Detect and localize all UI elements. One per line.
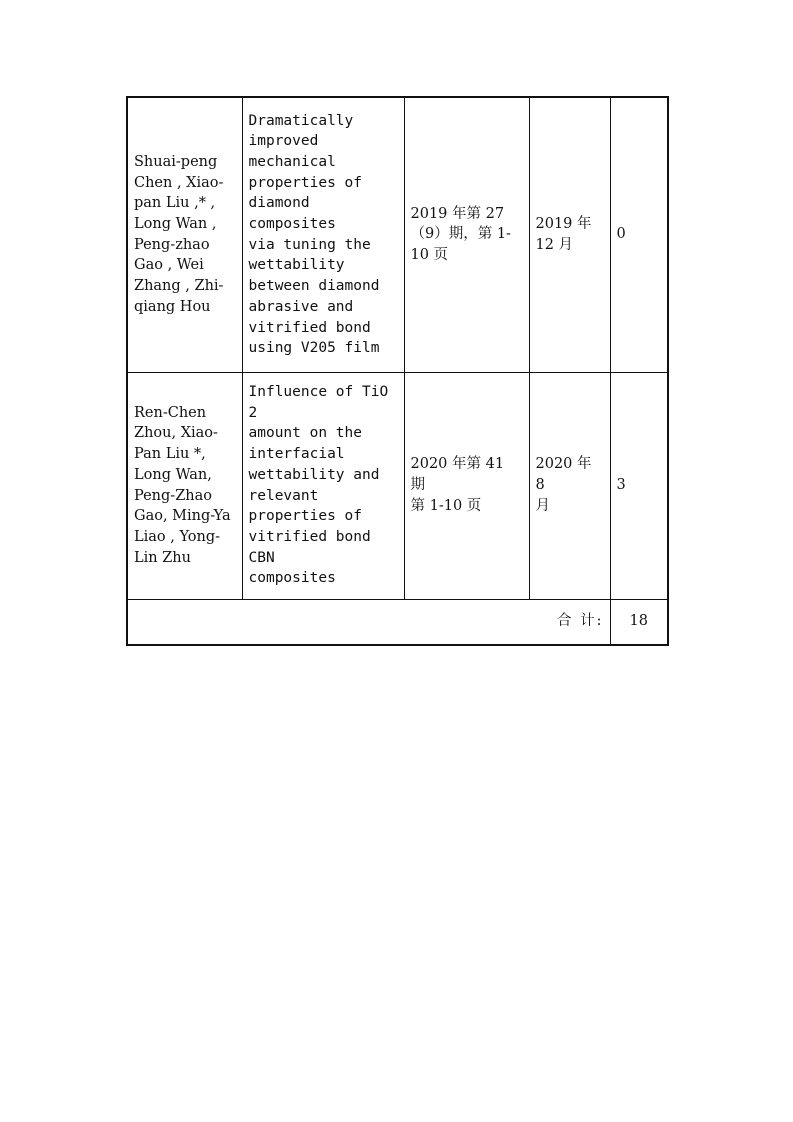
total-row (127, 599, 668, 645)
title-cell: Dramatically improved mechanical properties of diamond composites via tuning the wettability between diamond abrasive and vitrified bond using V205 film (242, 97, 404, 372)
citations-cell: 0 (610, 97, 668, 372)
issue-cell: 2019 年第 27 （9）期，第 1- 10 页 (404, 97, 529, 372)
total-label: 合 计: (127, 599, 610, 645)
publication-table (126, 96, 669, 646)
authors-cell: Shuai-peng Chen , Xiao- pan Liu ,* , Long Wan , Peng-zhao Gao , Wei Zhang , Zhi- qiang Hou (127, 97, 242, 372)
date-cell: 2020 年 8 月 (529, 372, 610, 599)
date-cell: 2019 年 12 月 (529, 97, 610, 372)
citations-cell: 3 (610, 372, 668, 599)
authors-cell: Ren-Chen Zhou, Xiao- Pan Liu *, Long Wan, Peng-Zhao Gao, Ming-Ya Liao , Yong- Lin Zhu (127, 372, 242, 599)
total-value: 18 (610, 599, 668, 645)
issue-cell: 2020 年第 41 期 第 1-10 页 (404, 372, 529, 599)
table-row (127, 372, 668, 599)
title-cell: Influence of TiO 2 amount on the interfacial wettability and relevant properties of vitrified bond CBN composites (242, 372, 404, 599)
table-row (127, 97, 668, 372)
